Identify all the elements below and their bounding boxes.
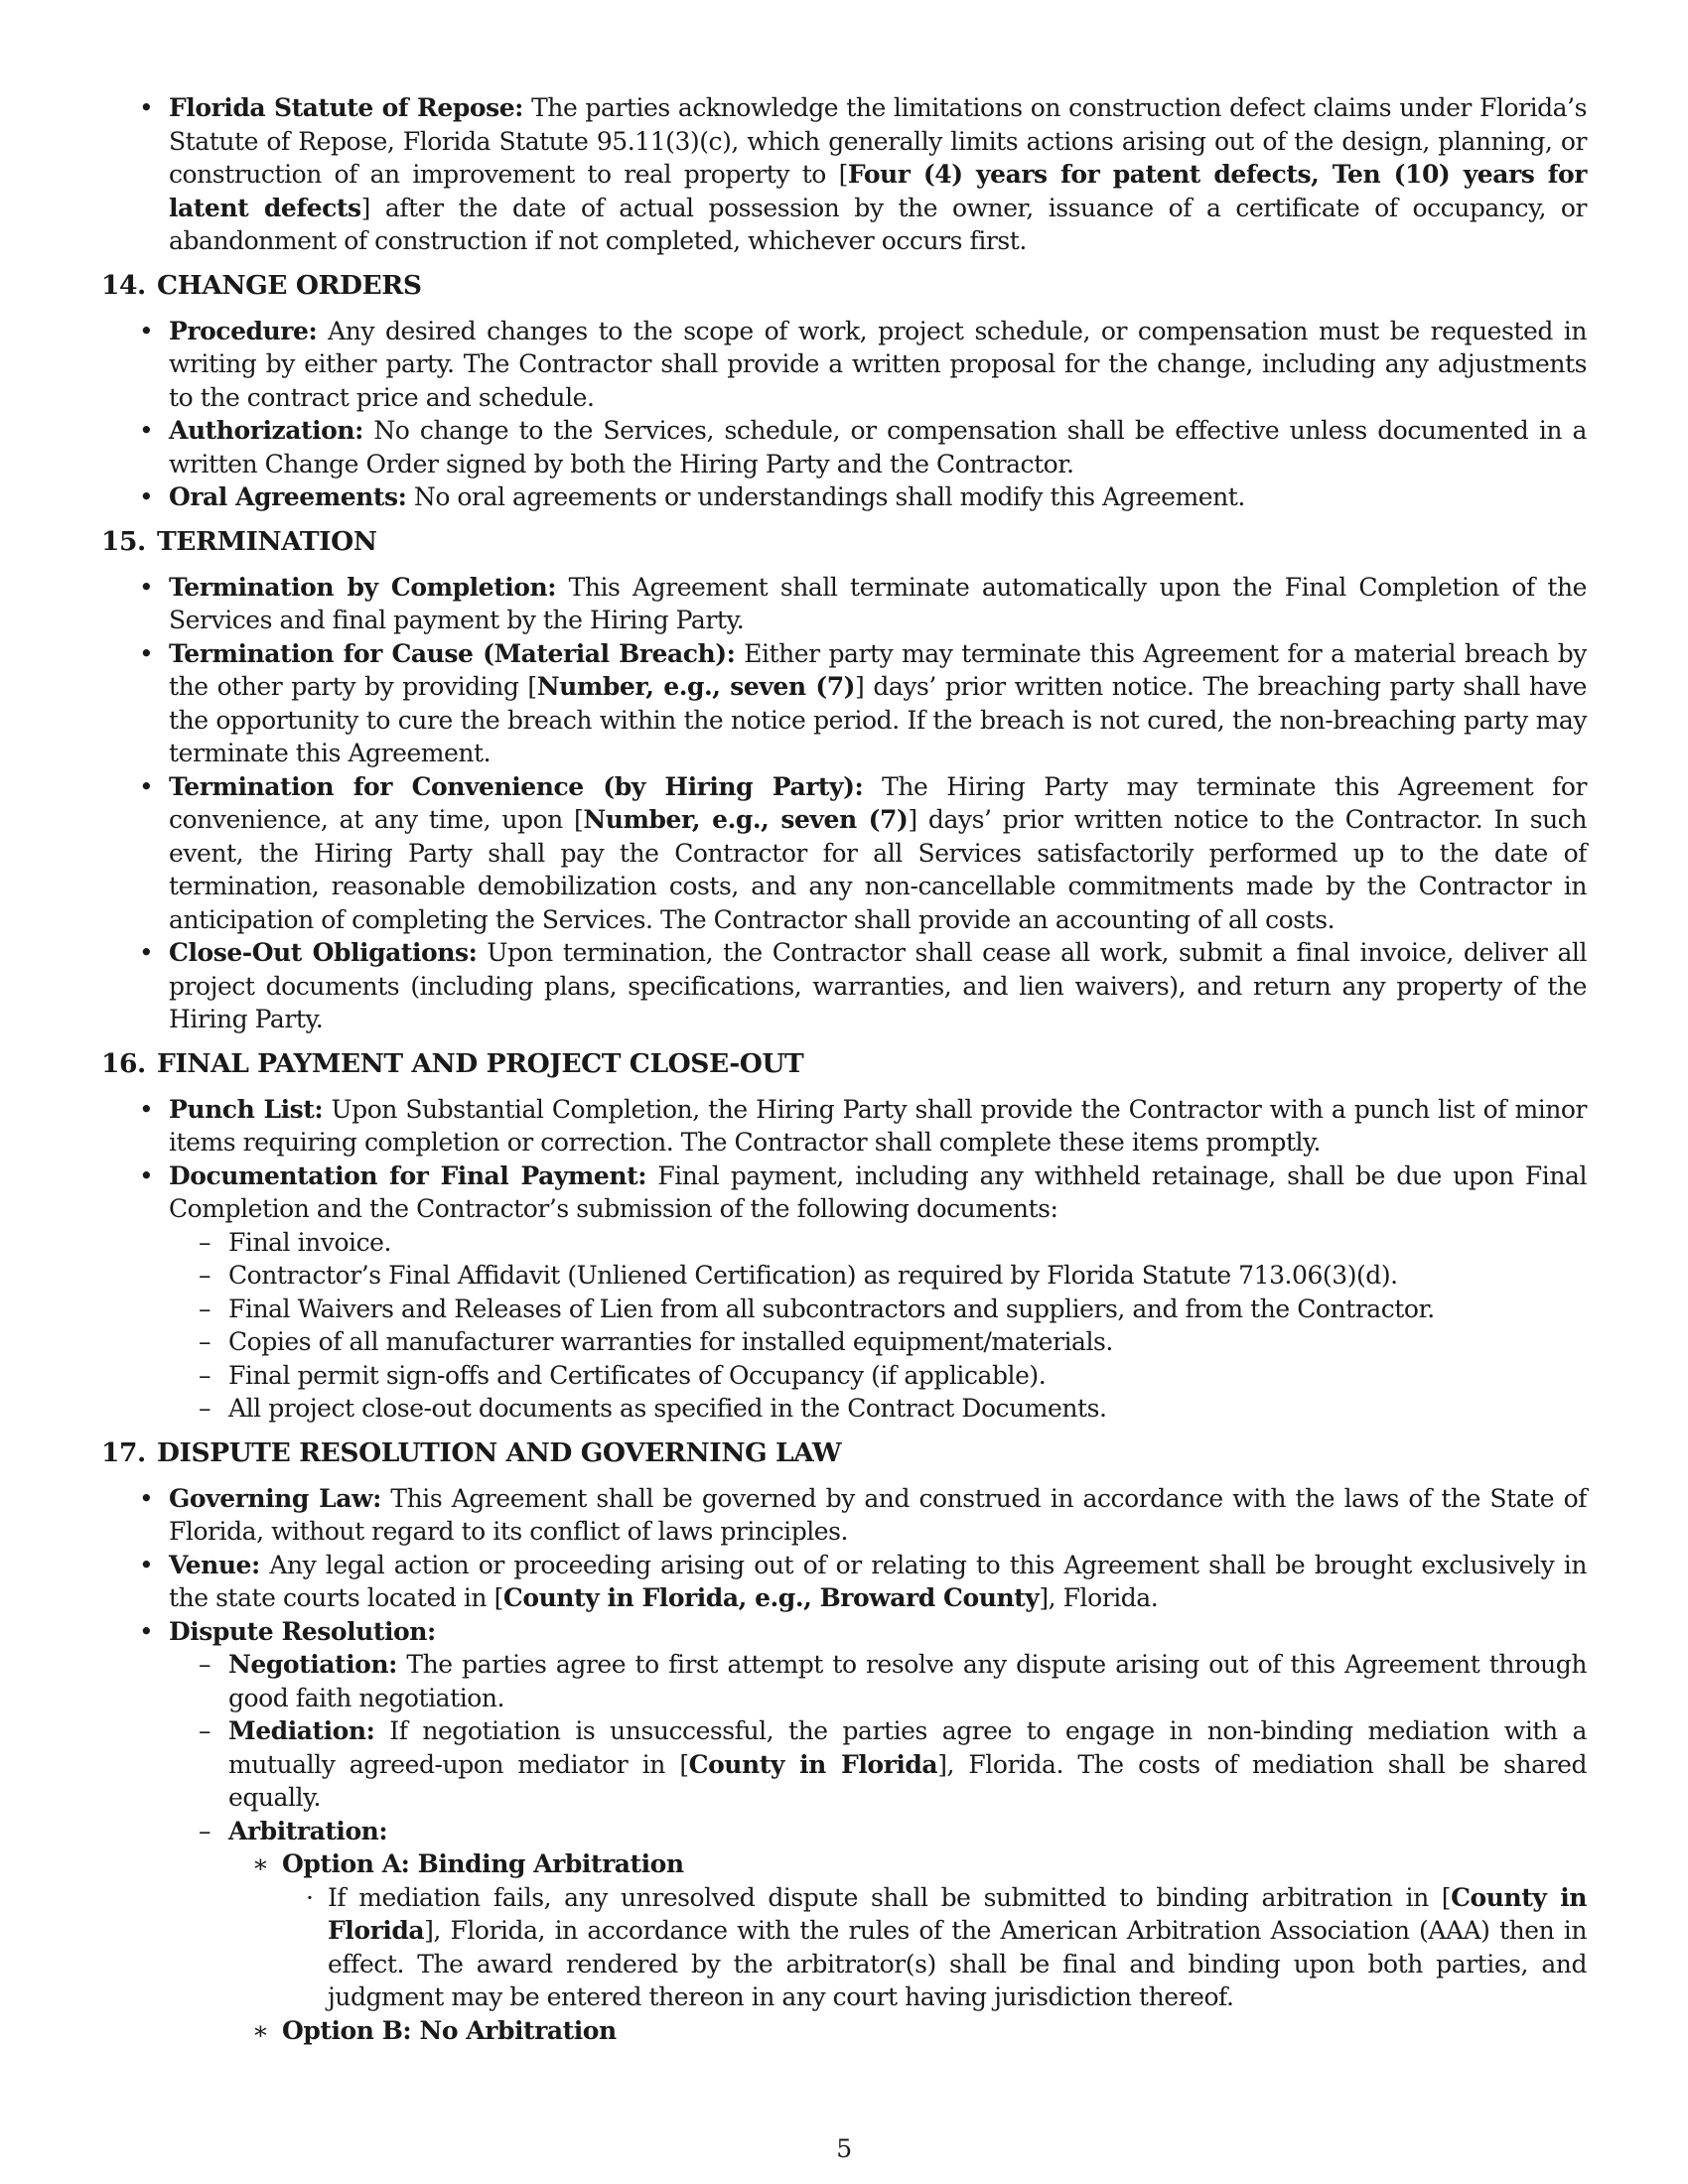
list-item-oral-agreements — [101, 480, 1587, 514]
option-label: Option A: Binding Arbitration — [282, 1849, 684, 1878]
item-label: Mediation: — [228, 1716, 375, 1745]
item-text: This Agreement shall be governed by and construed in accordance with the laws of the State of Florida, without regard to its conflict of laws principles. — [169, 1483, 1587, 1546]
item-label: Oral Agreements: — [169, 482, 407, 511]
section-15-list — [101, 571, 1587, 1036]
option-label: Option B: No Arbitration — [282, 2015, 617, 2045]
section-14-list — [101, 315, 1587, 514]
section-heading-14 — [101, 271, 1587, 301]
section-title: FINAL PAYMENT AND PROJECT CLOSE-OUT — [157, 1047, 804, 1079]
list-item-termination-convenience — [101, 770, 1587, 937]
item-label: Close-Out Obligations: — [169, 938, 478, 967]
item-text: No change to the Services, schedule, or compensation shall be effective unless documented in a written Change Order signed by both the Hiring Party and the Contractor. — [169, 416, 1587, 478]
section-number: 16. — [101, 1047, 146, 1079]
item-text: This Agreement shall terminate automatically upon the Final Completion of the Services and final payment by the Hiring Party. — [169, 572, 1588, 634]
sublist-item: – Final invoice. — [169, 1226, 1587, 1260]
item-label: Procedure: — [169, 316, 318, 345]
item-label: Termination by Completion: — [169, 572, 557, 602]
item-label: Arbitration: — [228, 1816, 388, 1845]
list-item-procedure — [101, 315, 1587, 415]
list-item-governing-law — [101, 1482, 1587, 1549]
item-text: The parties agree to first attempt to resolve any dispute arising out of this Agreement through good faith negotiation. — [228, 1650, 1587, 1712]
section-17-list — [101, 1482, 1587, 2048]
option-a-details — [282, 1881, 1587, 2014]
item-text: If mediation fails, any unresolved dispute shall be submitted to binding arbitration in [ — [328, 1882, 1452, 1912]
placeholder-text: County in Florida — [688, 1749, 938, 1779]
item-label: Venue: — [169, 1550, 260, 1579]
placeholder-text: Number, e.g., seven (7) — [536, 672, 856, 701]
sublist-item: – All project close-out documents as specified in the Contract Documents. — [169, 1392, 1587, 1426]
sublist-item-arbitration — [169, 1815, 1587, 2048]
item-text: Either party may terminate this Agreement for a material breach by the other party by providing [ — [169, 638, 1587, 701]
item-text: ], Florida, in accordance with the rules of the American Arbitration Association (AAA) then in effect. The award rendered by the arbitrator(s) shall be final and binding upon both parties, and judgment may be entered thereon in any court having jurisdiction thereof. — [328, 1916, 1587, 2011]
section-heading-15 — [101, 527, 1587, 557]
item-text: Any legal action or proceeding arising out of or relating to this Agreement shall be brought exclusively in the state courts located in [ — [169, 1550, 1587, 1612]
list-item-venue — [101, 1549, 1587, 1615]
placeholder-text: Number, e.g., seven (7) — [583, 805, 909, 834]
item-label: Termination for Cause (Material Breach): — [169, 638, 736, 668]
list-item-authorization — [101, 414, 1587, 480]
list-item-close-out-obligations — [101, 936, 1587, 1036]
page-number: 5 — [836, 2134, 852, 2163]
item-label: Documentation for Final Payment: — [169, 1160, 646, 1190]
item-text: Any desired changes to the scope of work, project schedule, or compensation must be requested in writing by either party. The Contractor shall provide a written proposal for the change, including any adjustments to the contract price and schedule. — [169, 316, 1587, 412]
sublist-item-negotiation — [169, 1648, 1587, 1714]
placeholder-text: Four (4) years for patent defects, Ten (10) years for latent defects — [169, 160, 1587, 222]
section-title: DISPUTE RESOLUTION AND GOVERNING LAW — [157, 1436, 842, 1468]
item-text: Upon termination, the Contractor shall cease all work, submit a final invoice, deliver all project documents (including plans, specifications, warranties, and lien waivers), and return any property of the Hiring Party. — [169, 938, 1587, 1033]
list-item-punch-list — [101, 1093, 1587, 1160]
item-text: Final payment, including any withheld retainage, shall be due upon Final Completion and the Contractor’s submission of the following documents: — [169, 1160, 1588, 1223]
sublist-item: – Copies of all manufacturer warranties for installed equipment/materials. — [169, 1325, 1587, 1359]
section-title: TERMINATION — [157, 525, 377, 557]
section-number: 17. — [101, 1436, 146, 1468]
item-label: Dispute Resolution: — [169, 1616, 436, 1646]
item-text: ] days’ prior written notice to the Contractor. In such event, the Hiring Party shall pay the Contractor for all Services satisfactorily performed up to the date of termination, reasonable demobilization costs, and any non-cancellable commitments made by the Contractor in anticipation of completing the Services. The Contractor shall provide an accounting of all costs. — [169, 805, 1588, 934]
section-heading-17 — [101, 1438, 1587, 1468]
item-text: If negotiation is unsuccessful, the parties agree to engage in non-binding mediation with a mutually agreed-upon mediator in [ — [228, 1716, 1587, 1779]
item-text: ] days’ prior written notice. The breaching party shall have the opportunity to cure the breach within the notice period. If the breach is not cured, the non-breaching party may terminate this Agreement. — [169, 672, 1588, 767]
option-a — [228, 1847, 1587, 2014]
section-title: CHANGE ORDERS — [157, 269, 422, 301]
section-16-list — [101, 1093, 1587, 1426]
sublist-item: – Contractor’s Final Affidavit (Unliened Certification) as required by Florida Statute 713.06(3)(d). — [169, 1259, 1587, 1293]
item-label: Termination for Convenience (by Hiring Party): — [169, 771, 864, 801]
sublist-item-mediation — [169, 1714, 1587, 1815]
item-label: Negotiation: — [228, 1650, 397, 1679]
arbitration-options — [228, 1847, 1587, 2047]
item-text: No oral agreements or understandings shall modify this Agreement. — [406, 482, 1245, 511]
item-text: Upon Substantial Completion, the Hiring Party shall provide the Contractor with a punch list of minor items requiring completion or correction. The Contractor shall complete these items promptly. — [169, 1094, 1587, 1157]
placeholder-text: County in Florida, e.g., Broward County — [502, 1583, 1040, 1612]
list-item-dispute-resolution — [101, 1615, 1587, 2048]
item-text: ] after the date of actual possession by the owner, issuance of a certificate of occupancy, or abandonment of construction if not completed, whichever occurs first. — [169, 193, 1587, 255]
section-heading-16 — [101, 1049, 1587, 1079]
item-text: ], Florida. — [1039, 1583, 1159, 1612]
option-a-text — [282, 1881, 1587, 2014]
list-item-statute-of-repose — [101, 91, 1587, 258]
item-text: ], Florida. The costs of mediation shall be shared equally. — [228, 1749, 1588, 1812]
item-label: Authorization: — [169, 416, 363, 445]
placeholder-text: County in Florida — [328, 1882, 1587, 1945]
item-label: Punch List: — [169, 1094, 324, 1124]
dispute-sublist — [169, 1648, 1587, 2047]
sublist-item: – Final permit sign-offs and Certificates of Occupancy (if applicable). — [169, 1359, 1587, 1393]
section-number: 15. — [101, 525, 146, 557]
item-label: Governing Law: — [169, 1483, 381, 1513]
list-item-termination-completion — [101, 571, 1587, 637]
item-label: Florida Statute of Repose: — [169, 93, 523, 122]
item-text: The parties acknowledge the limitations on construction defect claims under Florida’s Statute of Repose, Florida Statute 95.11(3)(c), which generally limits actions arising out of the design, planning, or construction of an improvement to real property to [ — [169, 93, 1587, 189]
option-b — [228, 2014, 1587, 2048]
intro-list — [101, 91, 1587, 258]
list-item-final-payment-docs — [101, 1160, 1587, 1426]
section-number: 14. — [101, 269, 146, 301]
item-text: The Hiring Party may terminate this Agreement for convenience, at any time, upon [ — [169, 771, 1587, 834]
document-sublist — [169, 1226, 1587, 1426]
sublist-item: – Final Waivers and Releases of Lien from all subcontractors and suppliers, and from the Contractor. — [169, 1293, 1587, 1326]
list-item-termination-cause — [101, 637, 1587, 770]
